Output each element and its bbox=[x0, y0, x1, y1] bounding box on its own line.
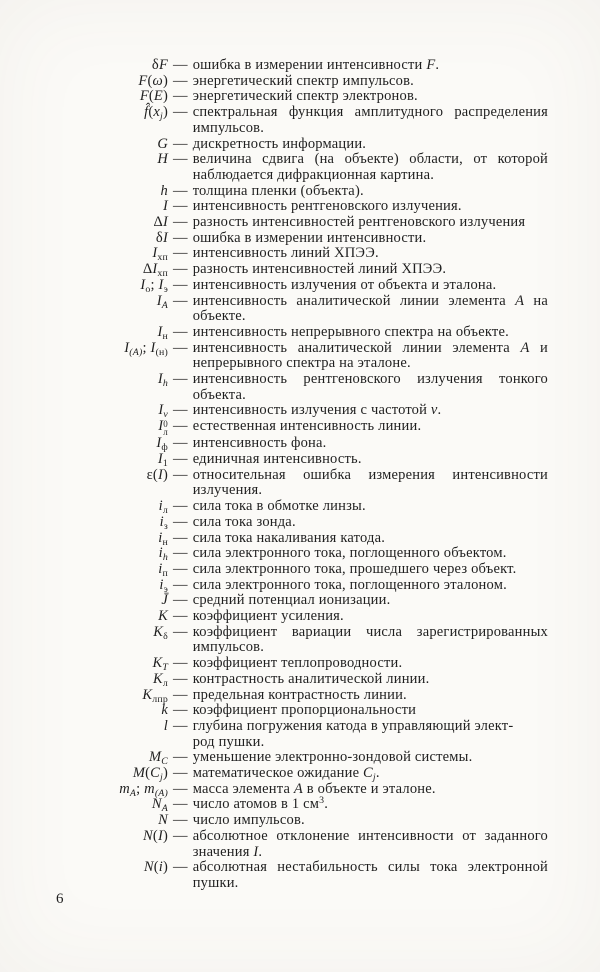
glossary-entry bbox=[40, 74, 548, 90]
glossary-entry bbox=[40, 231, 548, 247]
definition-text: интенсивность фона. bbox=[192, 435, 327, 452]
glossary-entry bbox=[40, 813, 548, 829]
glossary-entry bbox=[40, 105, 548, 136]
dash-separator: — bbox=[173, 198, 188, 215]
glossary-entry bbox=[40, 452, 548, 468]
definition-text: сила электронного тока, прошедшего через объект. bbox=[192, 560, 517, 577]
symbol-label: $M(C_j)$ bbox=[132, 765, 168, 783]
dash-separator: — bbox=[173, 655, 188, 672]
definition-text: интенсивность рентгеновского излучения. bbox=[192, 198, 462, 215]
symbol-label: $i_л$ bbox=[158, 498, 168, 517]
glossary-entry bbox=[40, 372, 548, 403]
definition-text: толщина пленки (объекта). bbox=[192, 182, 364, 199]
symbol-label: $I_н$ bbox=[157, 323, 168, 342]
definition-text: энергетический спектр электронов. bbox=[192, 88, 418, 105]
dash-separator: — bbox=[173, 435, 188, 452]
glossary-entry bbox=[40, 403, 548, 419]
symbol-label: $i_э$ bbox=[159, 576, 168, 595]
dash-separator: — bbox=[173, 466, 188, 483]
symbol-label: N(i) bbox=[143, 859, 168, 876]
definition-text: естественная интенсивность линии. bbox=[192, 418, 422, 435]
glossary-entry bbox=[40, 531, 548, 547]
dash-separator: — bbox=[173, 859, 188, 876]
glossary-entry bbox=[40, 829, 548, 860]
dash-separator: — bbox=[173, 513, 188, 530]
dash-separator: — bbox=[173, 371, 188, 388]
glossary-entry bbox=[40, 89, 548, 105]
definition-text: масса элемента A в объекте и эталоне. bbox=[192, 780, 436, 797]
glossary-entry bbox=[40, 325, 548, 341]
definition-text: дискретность информации. bbox=[192, 135, 367, 152]
definition-text: предельная контрастность линии. bbox=[192, 686, 407, 703]
definition-text: сила тока зонда. bbox=[192, 513, 296, 530]
glossary-entry bbox=[40, 152, 548, 183]
glossary-entry bbox=[40, 341, 548, 372]
glossary-entry bbox=[40, 578, 548, 594]
symbol-label: $I_\nu$ bbox=[158, 402, 168, 421]
dash-separator: — bbox=[173, 623, 188, 640]
definition-text: коэффициент усиления. bbox=[192, 608, 344, 625]
dash-separator: — bbox=[173, 576, 188, 593]
page-number: 6 bbox=[56, 891, 64, 907]
dash-separator: — bbox=[173, 245, 188, 262]
dash-separator: — bbox=[173, 765, 188, 782]
dash-separator: — bbox=[173, 402, 188, 419]
definition-text: единичная интенсивность. bbox=[192, 450, 362, 467]
definition-text: коэффициент вариации числа зарегистрированных импульсов. bbox=[192, 623, 548, 656]
dash-separator: — bbox=[173, 560, 188, 577]
dash-separator: — bbox=[173, 498, 188, 515]
symbol-label: l bbox=[163, 717, 168, 734]
definition-text: число атомов в 1 $см^3$. bbox=[192, 795, 329, 813]
symbol-label: I bbox=[162, 198, 168, 215]
glossary-entry bbox=[40, 562, 548, 578]
definition-text: разность интенсивностей линий ХПЭЭ. bbox=[192, 261, 447, 278]
symbol-label: I 0 л bbox=[158, 418, 168, 437]
definition-text: разность интенсивностей рентгеновского излучения bbox=[192, 214, 526, 231]
glossary-entry bbox=[40, 860, 548, 891]
symbol-label: $K_л$ bbox=[153, 670, 168, 689]
symbol-label: $i_h$ bbox=[158, 545, 168, 564]
glossary-entry bbox=[40, 688, 548, 704]
symbol-label: ε(I) bbox=[146, 466, 168, 483]
symbol-glossary bbox=[40, 58, 548, 892]
symbol-label: H bbox=[157, 151, 168, 168]
definition-text: спектральная функция амплитудного распределения импульсов. bbox=[192, 104, 548, 136]
symbol-label: $I_{(A)}$; $I_{(н)}$ bbox=[124, 339, 168, 358]
glossary-entry bbox=[40, 184, 548, 200]
symbol-label: $\Delta I_{хп}$ bbox=[142, 261, 168, 280]
definition-text: сила электронного тока, поглощенного объектом. bbox=[192, 545, 507, 562]
symbol-label: δF bbox=[151, 57, 168, 73]
dash-separator: — bbox=[173, 717, 188, 734]
symbol-label: $K_{лпр}$ bbox=[142, 686, 168, 705]
glossary-entry bbox=[40, 672, 548, 688]
glossary-entry bbox=[40, 278, 548, 294]
definition-text: глубина погружения катода в управляющий элект- род пушки. bbox=[192, 717, 514, 750]
symbol-label: G bbox=[157, 135, 168, 152]
glossary-entry bbox=[40, 436, 548, 452]
definition-text: абсолютное отклонение интенсивности от заданного значения I. bbox=[192, 827, 548, 860]
dash-separator: — bbox=[173, 88, 188, 105]
dash-separator: — bbox=[173, 827, 188, 844]
definition-text: интенсивность излучения с частотой ν. bbox=[192, 402, 442, 419]
symbol-label: N(I) bbox=[143, 827, 168, 844]
dash-separator: — bbox=[173, 214, 188, 231]
symbol-label: $I_ф$ bbox=[156, 435, 168, 454]
glossary-entry bbox=[40, 294, 548, 325]
dash-separator: — bbox=[173, 686, 188, 703]
definition-text: ошибка в измерении интенсивности. bbox=[192, 229, 427, 246]
glossary-entry bbox=[40, 625, 548, 656]
dash-separator: — bbox=[173, 292, 188, 309]
dash-separator: — bbox=[173, 545, 188, 562]
definition-text: ошибка в измерении интенсивности F. bbox=[192, 57, 440, 73]
symbol-label: K bbox=[158, 608, 168, 625]
symbol-label: $m_A$; $m_{(A)}$ bbox=[119, 780, 168, 799]
definition-text: контрастность аналитической линии. bbox=[192, 670, 430, 687]
symbol-label: $i_п$ bbox=[158, 560, 168, 579]
definition-text: интенсивность непрерывного спектра на объекте. bbox=[192, 323, 509, 340]
dash-separator: — bbox=[173, 749, 188, 766]
symbol-label: N bbox=[158, 812, 168, 829]
glossary-entry bbox=[40, 58, 548, 74]
dash-separator: — bbox=[173, 261, 188, 278]
dash-separator: — bbox=[173, 339, 188, 356]
glossary-entry bbox=[40, 137, 548, 153]
glossary-entry bbox=[40, 499, 548, 515]
glossary-entry bbox=[40, 797, 548, 813]
symbol-label: $I_h$ bbox=[157, 371, 168, 390]
symbol-label: $i_з$ bbox=[159, 513, 168, 532]
symbol-label: δI bbox=[155, 229, 168, 246]
dash-separator: — bbox=[173, 229, 188, 246]
definition-text: интенсивность рентгеновского излучения тонкого объекта. bbox=[192, 371, 548, 403]
definition-text: коэффициент пропорциональности bbox=[192, 702, 417, 719]
glossary-entry bbox=[40, 515, 548, 531]
definition-text: интенсивность излучения от объекта и эталона. bbox=[192, 276, 497, 293]
symbol-label: $I_о$; $I_э$ bbox=[140, 276, 168, 295]
dash-separator: — bbox=[173, 529, 188, 546]
definition-text: величина сдвига (на объекте) области, от которой наблюдается дифракционная картина. bbox=[192, 151, 548, 183]
glossary-entry bbox=[40, 719, 548, 750]
dash-separator: — bbox=[173, 812, 188, 829]
glossary-entry bbox=[40, 703, 548, 719]
dash-separator: — bbox=[173, 780, 188, 797]
definition-text: интенсивность аналитической линии элемента A на объекте. bbox=[192, 292, 549, 325]
symbol-label: $I_A$ bbox=[156, 292, 168, 311]
definition-text: число импульсов. bbox=[192, 812, 305, 829]
definition-text: относительная ошибка измерения интенсивности излучения. bbox=[192, 466, 548, 499]
dash-separator: — bbox=[173, 57, 188, 73]
glossary-entry bbox=[40, 766, 548, 782]
definition-text: математическое ожидание $C_j$. bbox=[192, 765, 380, 783]
definition-text: интенсивность линий ХПЭЭ. bbox=[192, 245, 379, 262]
dash-separator: — bbox=[173, 670, 188, 687]
definition-text: абсолютная нестабильность силы тока электронной пушки. bbox=[192, 859, 548, 891]
dash-separator: — bbox=[173, 72, 188, 89]
dash-separator: — bbox=[173, 151, 188, 168]
symbol-label: $I_1$ bbox=[157, 450, 168, 469]
dash-separator: — bbox=[173, 182, 188, 199]
glossary-entry bbox=[40, 468, 548, 499]
dash-separator: — bbox=[173, 608, 188, 625]
symbol-label: $f̂(x_j)$ bbox=[144, 104, 168, 123]
dash-separator: — bbox=[173, 418, 188, 435]
dash-separator: — bbox=[173, 323, 188, 340]
dash-separator: — bbox=[173, 276, 188, 293]
dash-separator: — bbox=[173, 104, 188, 121]
dash-separator: — bbox=[173, 135, 188, 152]
definition-text: энергетический спектр импульсов. bbox=[192, 72, 414, 89]
glossary-entry bbox=[40, 609, 548, 625]
glossary-entry bbox=[40, 656, 548, 672]
definition-text: сила электронного тока, поглощенного эталоном. bbox=[192, 576, 507, 593]
symbol-label: F(ω) bbox=[138, 72, 168, 89]
symbol-label: k bbox=[161, 702, 168, 719]
definition-text: средний потенциал ионизации. bbox=[192, 592, 391, 609]
glossary-entry bbox=[40, 593, 548, 609]
glossary-entry bbox=[40, 215, 548, 231]
symbol-label: $M_C$ bbox=[148, 749, 168, 768]
symbol-label: $I_{хп}$ bbox=[152, 245, 168, 264]
symbol-label: ΔI bbox=[153, 214, 168, 231]
symbol-label: $K_T$ bbox=[152, 655, 168, 674]
symbol-label: $N_A$ bbox=[151, 796, 168, 815]
glossary-entry bbox=[40, 199, 548, 215]
definition-text: сила тока в обмотке линзы. bbox=[192, 498, 366, 515]
dash-separator: — bbox=[173, 592, 188, 609]
definition-text: сила тока накаливания катода. bbox=[192, 529, 386, 546]
glossary-entry bbox=[40, 750, 548, 766]
glossary-entry bbox=[40, 246, 548, 262]
symbol-label: $K_\delta$ bbox=[153, 623, 168, 642]
glossary-entry bbox=[40, 419, 548, 436]
symbol-label: h bbox=[160, 182, 168, 199]
definition-text: интенсивность аналитической линии элемента A и непрерывного спектра на эталоне. bbox=[192, 339, 548, 372]
symbol-label: J̄ bbox=[161, 592, 168, 609]
dash-separator: — bbox=[173, 450, 188, 467]
glossary-entry bbox=[40, 262, 548, 278]
symbol-label: F(E) bbox=[139, 88, 168, 105]
dash-separator: — bbox=[173, 796, 188, 813]
definition-text: уменьшение электронно-зондовой системы. bbox=[192, 749, 473, 766]
glossary-entry bbox=[40, 546, 548, 562]
definition-text: коэффициент теплопроводности. bbox=[192, 655, 403, 672]
dash-separator: — bbox=[173, 702, 188, 719]
symbol-label: $i_н$ bbox=[158, 529, 168, 548]
